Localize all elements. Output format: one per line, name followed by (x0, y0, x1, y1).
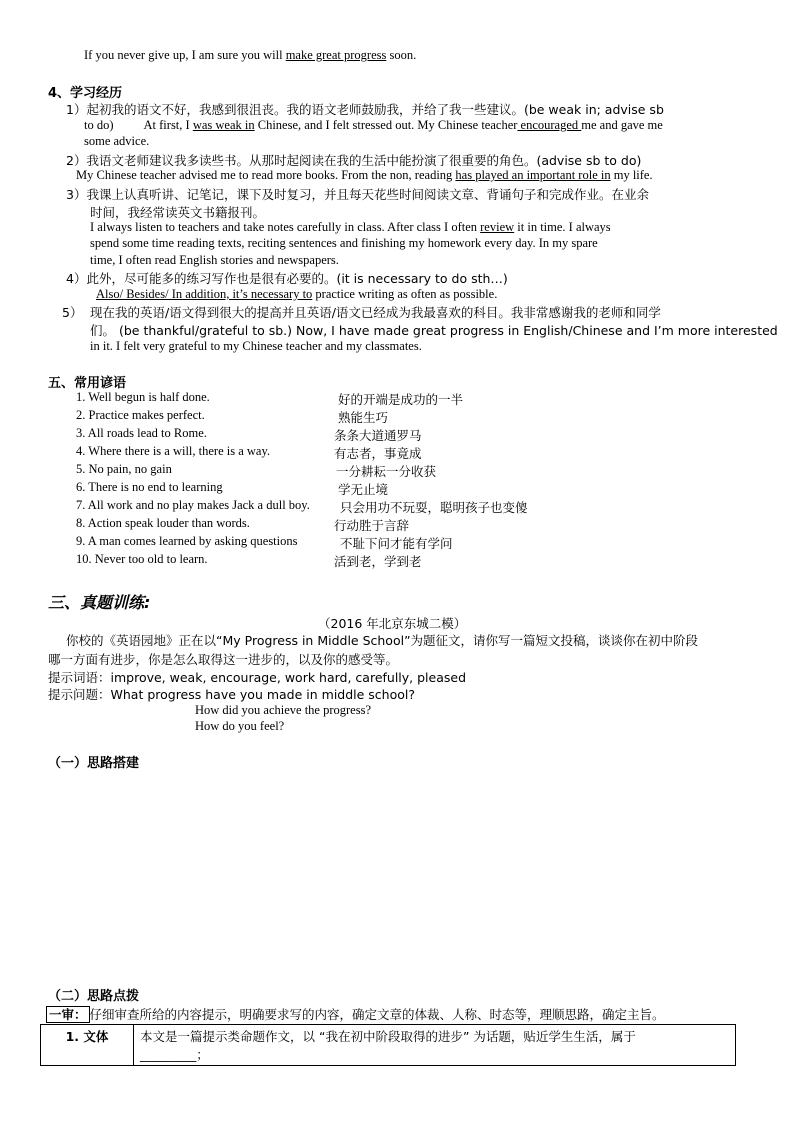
item-2-cn: 2）我语文老师建议我多读些书。从那时起阅读在我的生活中能扮演了很重要的角色。(advise sb to do) (66, 153, 642, 168)
item-5-num: 5） (62, 305, 83, 320)
proverb-en: 8. Action speak louder than words. (76, 516, 250, 530)
step-text: 仔细审查所给的内容提示，明确要求写的内容，确定文章的体裁、人称、时态等，理顺思路，确定主旨。 (89, 1007, 665, 1022)
item-1-underline-1: was weak in (192, 118, 255, 132)
row-content (134, 1025, 736, 1066)
item-2-en-b: my life. (610, 168, 653, 182)
item-4-cn: 4）此外，尽可能多的练习写作也是很有必要的。(it is necessary to do sth…) (66, 271, 508, 286)
sub-2-heading: （二）思路点拨 (48, 989, 140, 1004)
item-3-en-2: spend some time reading texts, reciting sentences and finishing my homework every day. In my spare (90, 236, 598, 250)
proverb-cn: 好的开端是成功的一半 (338, 392, 464, 407)
item-3-cn-1: 3）我课上认真听讲、记笔记，课下及时复习，并且每天花些时间阅读文章、背诵句子和完成作业。在业余 (66, 187, 649, 202)
row-text: 本文是一篇提示类命题作文，以 “我在初中阶段取得的进步” 为话题，贴近学生生活，属于 (140, 1029, 636, 1044)
hint-question-1: 提示问题：What progress have you made in middle school? (48, 687, 416, 702)
intro-text: If you never give up, I am sure you will (84, 48, 286, 62)
item-5-cn-2: 们。 (be thankful/grateful to sb.) Now, I have made great progress in English/Chinese and I’m more interested (90, 323, 778, 338)
intro-underline: make great progress (285, 48, 387, 62)
section-4-heading: 4、学习经历 (48, 86, 123, 101)
item-2-en (76, 168, 653, 183)
item-1-en (84, 118, 663, 133)
item-2-en-a: My Chinese teacher advised me to read more books. From the non, reading (76, 168, 456, 182)
item-5-en: in it. I felt very grateful to my Chinese teacher and my classmates. (90, 339, 422, 353)
hint-question-3: How do you feel? (195, 719, 285, 733)
proverb-en: 7. All work and no play makes Jack a dull boy. (76, 498, 310, 512)
proverb-en: 10. Never too old to learn. (76, 552, 208, 566)
section-5-heading: 五、常用谚语 (48, 376, 127, 391)
step-label: 一审： (46, 1006, 90, 1023)
table-row (41, 1025, 736, 1066)
item-3-underline: review (480, 220, 515, 234)
sub-1-heading: （一）思路搭建 (48, 756, 140, 771)
section-3-heading: 三、真题训练: (48, 593, 151, 612)
proverb-cn: 学无止境 (338, 482, 389, 497)
step-one (46, 1005, 665, 1023)
proverb-cn: 不耻下问才能有学问 (340, 536, 453, 551)
item-4-en (96, 287, 497, 302)
item-1-en-a: At first, I (143, 118, 193, 132)
item-3-en-3: time, I often read English stories and newspapers. (90, 253, 339, 267)
proverb-cn: 有志者，事竟成 (334, 446, 422, 461)
row-blank: _________； (140, 1047, 209, 1062)
proverb-en: 1. Well begun is half done. (76, 390, 210, 404)
proverb-cn: 一分耕耘一分收获 (336, 464, 437, 479)
item-2-underline: has played an important role in (455, 168, 611, 182)
proverb-en: 5. No pain, no gain (76, 462, 172, 476)
intro-tail: soon. (386, 48, 417, 62)
exam-source: （2016 年北京东城二模） (318, 616, 467, 631)
prompt-line-1: 你校的《英语园地》正在以“My Progress in Middle School”为题征文，请你写一篇短文投稿，谈谈你在初中阶段 (66, 633, 699, 648)
proverb-cn: 活到老，学到老 (334, 554, 422, 569)
item-3-cn-2: 时间，我经常读英文书籍报刊。 (90, 205, 266, 220)
proverb-en: 3. All roads lead to Rome. (76, 426, 207, 440)
item-4-en-b: practice writing as often as possible. (312, 287, 498, 301)
proverb-cn: 行动胜于言辞 (334, 518, 410, 533)
item-1-en-d: some advice. (84, 134, 150, 148)
proverb-en: 4. Where there is a will, there is a way. (76, 444, 271, 458)
analysis-table (40, 1024, 736, 1066)
proverb-cn: 熟能生巧 (338, 410, 389, 425)
proverb-en: 2. Practice makes perfect. (76, 408, 205, 422)
item-1-cn: 1）起初我的语文不好，我感到很沮丧。我的语文老师鼓励我，并给了我一些建议。(be weak in; advise sb (66, 102, 664, 117)
hint-question-2: How did you achieve the progress? (195, 703, 371, 717)
proverb-en: 6. There is no end to learning (76, 480, 223, 494)
item-5-cn-1: 现在我的英语/语文得到很大的提高并且英语/语文已经成为我最喜欢的科目。我非常感谢我的老师和同学 (90, 305, 661, 320)
hint-words: 提示词语：improve, weak, encourage, work hard, carefully, pleased (48, 670, 467, 685)
proverb-list (76, 390, 596, 570)
item-3-en-1b: it in time. I always (514, 220, 611, 234)
item-1-underline-2: encouraged (517, 118, 582, 132)
proverb-cn: 只会用功不玩耍，聪明孩子也变傻 (340, 500, 528, 515)
item-1-cont: to do) (84, 118, 114, 132)
item-1-en-c: me and gave me (581, 118, 663, 132)
item-4-underline: Also/ Besides/ In addition, it’s necessary to (96, 287, 313, 301)
proverb-en: 9. A man comes learned by asking questions (76, 534, 298, 548)
proverb-cn: 条条大道通罗马 (334, 428, 422, 443)
item-3-en-1 (90, 220, 611, 235)
intro-sentence (84, 48, 416, 63)
row-label: 1. 文体 (41, 1025, 134, 1066)
item-3-en-1a: I always listen to teachers and take notes carefully in class. After class I often (90, 220, 481, 234)
prompt-line-2: 哪一方面有进步，你是怎么取得这一进步的，以及你的感受等。 (48, 652, 399, 667)
item-1-en-b: Chinese, and I felt stressed out. My Chinese teacher (254, 118, 518, 132)
